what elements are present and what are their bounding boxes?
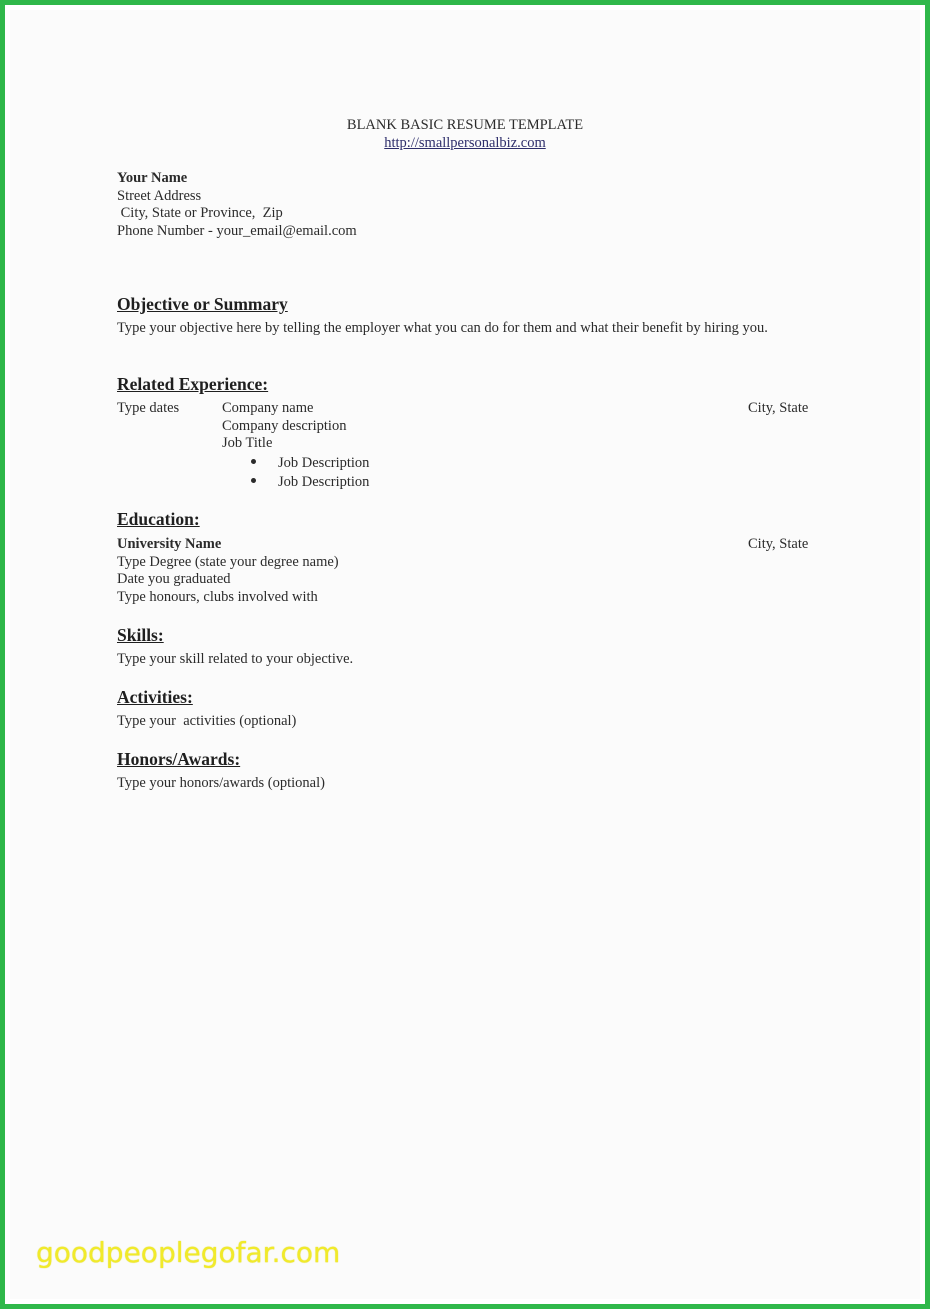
job-description: Job Description bbox=[278, 455, 370, 471]
document-header bbox=[0, 116, 930, 152]
education-degree: Type Degree (state your degree name) bbox=[117, 553, 339, 570]
contact-name: Your Name bbox=[117, 170, 188, 186]
watermark: goodpeoplegofar.com bbox=[36, 1236, 341, 1269]
experience-dates: Type dates bbox=[117, 400, 180, 416]
website-link[interactable]: http://smallpersonalbiz.com bbox=[384, 135, 546, 151]
education-honours: Type honours, clubs involved with bbox=[117, 588, 318, 605]
list-item bbox=[251, 455, 369, 474]
education-heading: Education: bbox=[117, 509, 200, 529]
bullet-icon bbox=[251, 459, 256, 464]
document-title: BLANK BASIC RESUME TEMPLATE bbox=[346, 117, 584, 133]
objective-heading: Objective or Summary bbox=[117, 294, 288, 314]
honors-text: Type your honors/awards (optional) bbox=[117, 775, 325, 791]
skills-heading: Skills: bbox=[117, 625, 164, 645]
experience-bullet-list bbox=[251, 455, 369, 492]
bullet-icon bbox=[251, 478, 256, 483]
experience-company: Company name bbox=[222, 400, 314, 416]
education-university: University Name bbox=[117, 536, 222, 552]
education-graduated: Date you graduated bbox=[117, 571, 231, 587]
list-item bbox=[251, 474, 369, 493]
activities-text: Type your activities (optional) bbox=[117, 713, 297, 729]
experience-heading: Related Experience: bbox=[117, 374, 269, 394]
contact-block bbox=[117, 170, 357, 240]
activities-heading: Activities: bbox=[117, 687, 193, 707]
education-block bbox=[117, 536, 339, 606]
objective-text: Type your objective here by telling the employer what you can do for them and what their benefit by hiring you. bbox=[117, 320, 768, 336]
experience-description: Company description bbox=[222, 417, 347, 434]
experience-job-title: Job Title bbox=[222, 435, 273, 451]
contact-street: Street Address bbox=[117, 187, 202, 204]
skills-text: Type your skill related to your objective. bbox=[117, 651, 354, 667]
contact-city: City, State or Province, Zip bbox=[117, 205, 283, 221]
experience-location: City, State bbox=[748, 400, 809, 416]
honors-heading: Honors/Awards: bbox=[117, 749, 241, 769]
experience-company-block bbox=[222, 400, 346, 453]
contact-phone-email: Phone Number - your_email@email.com bbox=[117, 222, 357, 239]
job-description: Job Description bbox=[278, 473, 370, 490]
education-location: City, State bbox=[748, 536, 809, 552]
